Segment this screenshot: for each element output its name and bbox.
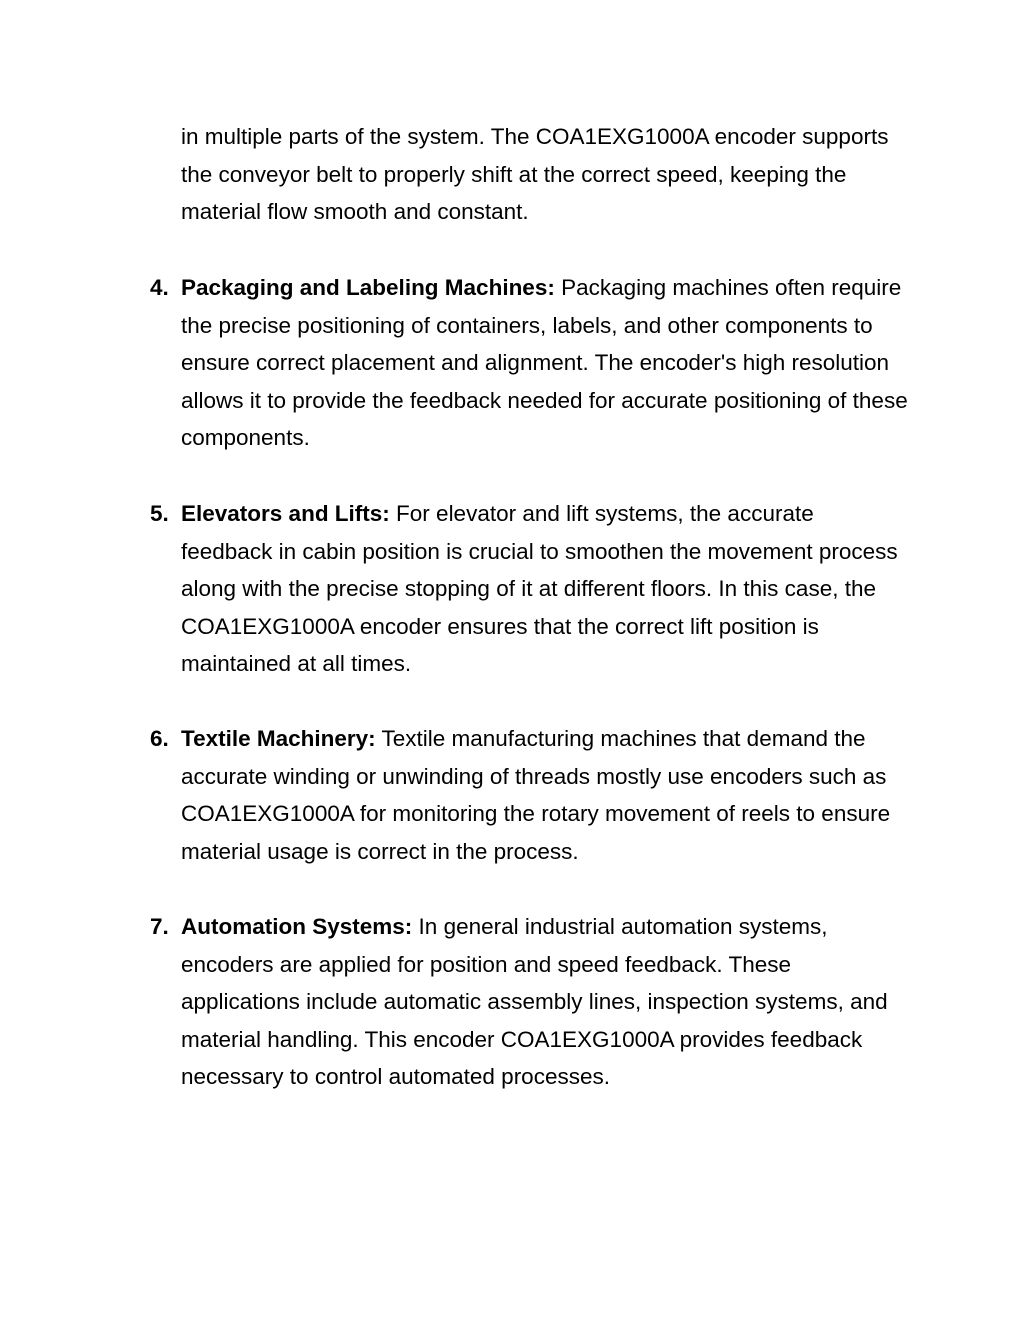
list-item-text: For elevator and lift systems, the accurate feedback in cabin position is crucial to smoothen the movement process along with the precise stopping of it at different floors. In this case, the COA1EXG1000A encoder ensures that the correct lift position is maintained at all times. — [181, 501, 898, 677]
list-item-text: In general industrial automation systems, encoders are applied for position and speed feedback. These applications include automatic assembly lines, inspection systems, and material handling. This encoder COA1EXG1000A provides feedback necessary to control automated processes. — [181, 914, 888, 1090]
list-item-body — [181, 908, 911, 1096]
continuation-paragraph: in multiple parts of the system. The COA1EXG1000A encoder supports the conveyor belt to properly shift at the correct speed, keeping the material flow smooth and constant. — [181, 124, 889, 225]
list-number: 5. — [150, 501, 169, 526]
list-item-text: Textile manufacturing machines that demand the accurate winding or unwinding of threads mostly use encoders such as COA1EXG1000A for monitoring the rotary movement of reels to ensure material usage is correct in the process. — [181, 726, 891, 864]
list-item-term: Textile Machinery: — [181, 726, 376, 751]
list-item-automation — [150, 908, 911, 1096]
list-item-term: Elevators and Lifts: — [181, 501, 390, 526]
list-item-body — [181, 720, 911, 870]
list-item-body — [181, 495, 911, 683]
list-number: 7. — [150, 914, 169, 939]
list-item-term: Automation Systems: — [181, 914, 413, 939]
list-item-term: Packaging and Labeling Machines: — [181, 275, 555, 300]
list-item-textile — [150, 720, 911, 870]
list-item-elevators — [150, 495, 911, 683]
list-item-text: Packaging machines often require the precise positioning of containers, labels, and other components to ensure correct placement and alignment. The encoder's high resolution allows it to provide the feedback needed for accurate positioning of these components. — [181, 275, 908, 451]
list-number: 6. — [150, 726, 169, 751]
list-item-body — [181, 269, 911, 457]
list-item-packaging — [150, 269, 911, 457]
list-number: 4. — [150, 275, 169, 300]
